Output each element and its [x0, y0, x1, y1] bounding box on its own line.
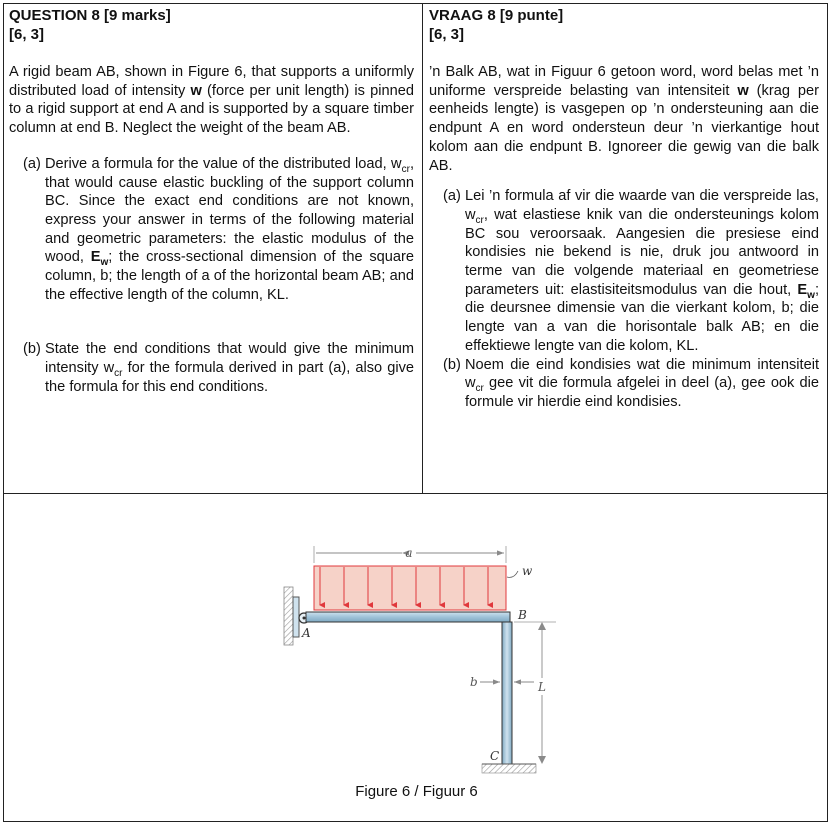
beam-AB: [306, 612, 510, 622]
text-span: State the end conditions that would give the minimum intensity w: [45, 341, 414, 377]
distributed-load: [314, 566, 506, 610]
w-leader: [507, 571, 518, 577]
afrikaans-column: [423, 4, 827, 493]
part-label: (b): [23, 341, 41, 358]
subscript: cr: [475, 214, 484, 226]
label-a: a: [405, 546, 413, 560]
text-span: Noem die eind kondisies wat die minimum intensiteit w: [465, 356, 819, 392]
text-span: ; the cross-sectional dimension of the square column, b; the length of a of the horizontal beam AB; and the effective length of the column, KL.: [45, 249, 414, 303]
ground-support: [482, 764, 536, 773]
question-title-en: QUESTION 8 [9 marks]: [9, 7, 171, 24]
text-span: , that would cause elastic buckling of the support column BC. Since the exact end conditions are not known, express your answer in terms of the following material and geometric parameters: the elastic modulus of the wood,: [45, 155, 414, 266]
question-marks-af: [6, 3]: [429, 25, 465, 43]
intro-part: ’n Balk AB, wat in Figuur 6 getoon word, word belas met ’n uniforme verspreide belasting van intensiteit: [429, 64, 819, 99]
intro-text-af: [429, 63, 819, 175]
bold-E: E: [797, 281, 808, 298]
figure-area: [4, 493, 829, 823]
wall-support: [284, 587, 293, 645]
column-BC: [502, 622, 512, 764]
subscript: cr: [475, 383, 484, 395]
label-C: C: [490, 749, 500, 763]
text-span: for the formula derived in part (a), also give the formula for this end conditions.: [45, 360, 414, 395]
subscript: cr: [114, 368, 123, 380]
subscript: cr: [401, 163, 410, 175]
label-b: b: [470, 675, 478, 689]
part-label: (b): [443, 356, 461, 373]
part-b-text-af: [465, 356, 819, 412]
part-label: (a): [23, 155, 41, 172]
intro-bold-w: w: [190, 82, 202, 99]
part-b-en: [9, 340, 414, 396]
intro-part: (krag per eenheids lengte) is vasgepen op ’n ondersteuning aan die endpunt A en word ondersteun deur ’n vierkantige hout kolom aan die endpunt B. Ignoreer die gewig van die balk AB.: [429, 82, 819, 174]
text-span: ; die deursnee dimensie van die vierkant kolom, b; die lengte van a van die horisontale balk AB; en die effektiewe lengte van die kolom, KL.: [465, 281, 819, 354]
intro-text-en: [9, 63, 414, 138]
part-label: (a): [443, 188, 461, 205]
text-span: gee vit die formula afgelei in deel (a), gee ook die formule vir hierdie eind kondisies.: [465, 375, 819, 410]
english-column: [4, 4, 423, 493]
intro-part: A rigid beam AB, shown in Figure 6, that supports a uniformly distributed load of intensity: [9, 64, 414, 99]
part-a-af: [429, 187, 819, 355]
dim-L-arrow-bottom: [538, 756, 546, 764]
part-b-text-en: [45, 340, 414, 396]
label-w: w: [522, 564, 533, 578]
subscript: w: [100, 257, 109, 269]
question-marks-en: [6, 3]: [9, 25, 45, 43]
text-span: , wat elastiese knik van die ondersteunings kolom BC sou veroorsaak. Aangesien die presiese eind kondisies nie bekend is nie, druk jou antwoord in terme van die volgende materiaal en geometriese parameters uit: elastisiteitsmodulus van die hout,: [465, 206, 819, 298]
question-title-af: VRAAG 8 [9 punte]: [429, 7, 564, 24]
intro-part: (force per unit length) is pinned to a rigid support at end A and is supported by a square timber column at end B. Neglect the weight of the beam AB.: [9, 82, 414, 137]
dim-L-arrow-top: [538, 622, 546, 630]
part-b-af: [429, 356, 819, 412]
label-L: L: [538, 680, 546, 694]
text-span: Derive a formula for the value of the distributed load, w: [45, 155, 402, 172]
text-span: Lei ’n formula af vir die waarde van die verspreide las, w: [465, 188, 819, 223]
question-table: [3, 3, 828, 822]
pin-bracket: [293, 597, 299, 637]
part-a-text-af: [465, 187, 819, 355]
part-a-en: [9, 155, 414, 305]
label-B: B: [518, 608, 527, 622]
pin-center: [303, 617, 306, 620]
label-A: A: [302, 626, 311, 640]
intro-bold-w: w: [737, 82, 749, 99]
beam-column-diagram: [276, 533, 566, 783]
bold-E: E: [90, 249, 101, 266]
figure-caption: Figure 6 / Figuur 6: [355, 783, 478, 800]
part-a-text-en: [45, 155, 414, 305]
subscript: w: [807, 289, 815, 301]
